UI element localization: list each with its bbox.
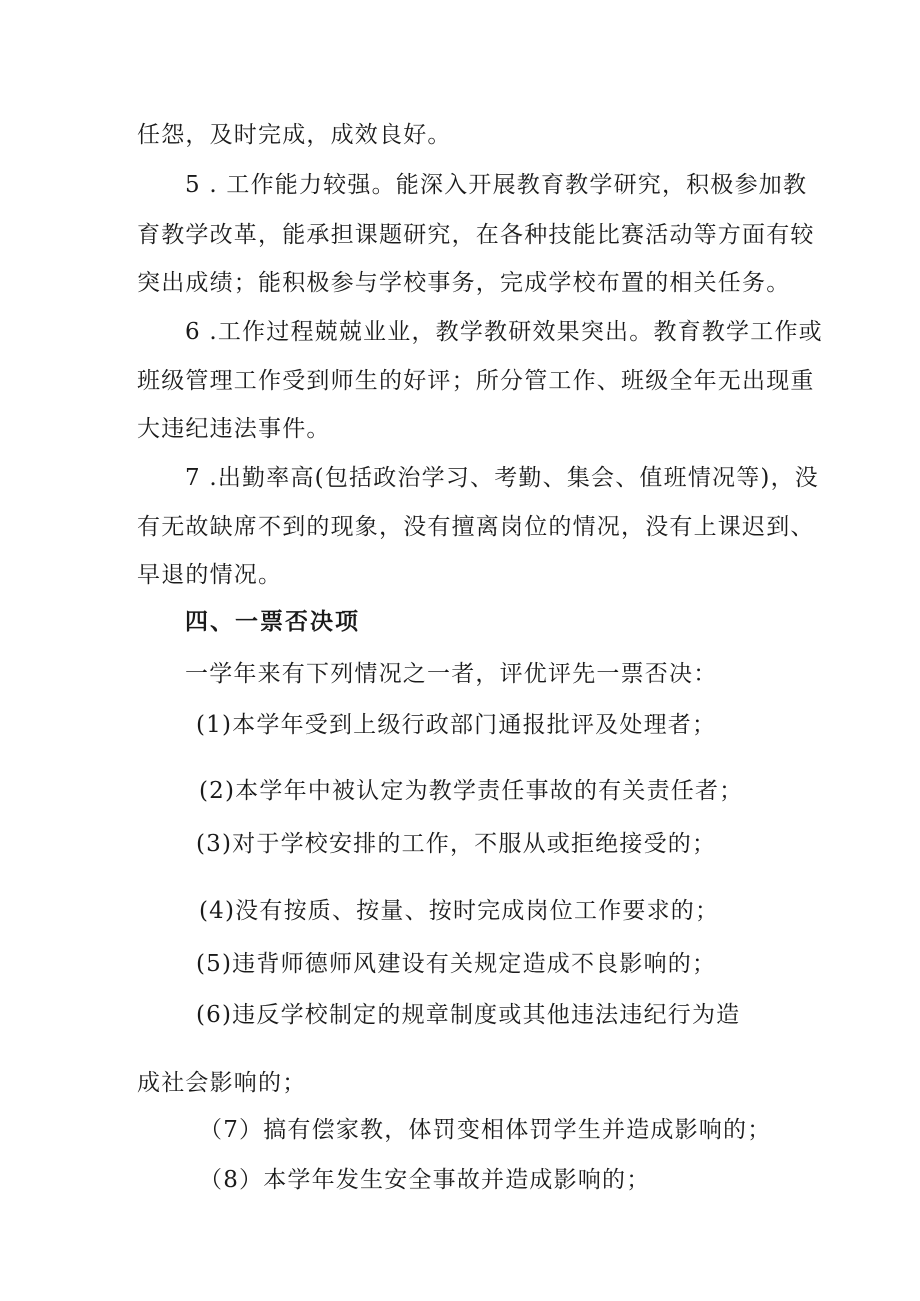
- paragraph-line: 6 .工作过程兢兢业业，教学教研效果突出。教育教学工作或: [185, 319, 823, 345]
- paragraph-line: 任怨，及时完成，成效良好。: [137, 122, 452, 148]
- paragraph-line: 早退的情况。: [137, 562, 283, 588]
- veto-item: (5)违背师德师风建设有关规定造成不良影响的；: [196, 951, 717, 977]
- veto-item: (6)违反学校制定的规章制度或其他违法违纪行为造: [196, 1002, 741, 1028]
- paragraph-line: 大违纪违法事件。: [137, 416, 331, 442]
- paragraph-line: 班级管理工作受到师生的好评；所分管工作、班级全年无出现重: [137, 368, 815, 394]
- veto-item: （7）搞有偿家教，体罚变相体罚学生并造成影响的；: [199, 1117, 772, 1143]
- veto-item: （8）本学年发生安全事故并造成影响的；: [199, 1167, 651, 1193]
- section-heading: 四、一票否决项: [185, 609, 360, 635]
- veto-item-continuation: 成社会影响的；: [137, 1070, 307, 1096]
- veto-item: (2)本学年中被认定为教学责任事故的有关责任者；: [199, 778, 744, 804]
- paragraph-line: 突出成绩；能积极参与学校事务，完成学校布置的相关任务。: [137, 270, 791, 296]
- paragraph-line: 5 . 工作能力较强。能深入开展教育教学研究，积极参加教: [185, 172, 808, 198]
- veto-item: (1)本学年受到上级行政部门通报批评及处理者；: [196, 712, 717, 738]
- paragraph-line: 有无故缺席不到的现象，没有擅离岗位的情况，没有上课迟到、: [137, 514, 815, 540]
- section-intro: 一学年来有下列情况之一者，评优评先一票否决：: [185, 661, 718, 687]
- paragraph-line: 育教学改革，能承担课题研究，在各种技能比赛活动等方面有较: [137, 222, 815, 248]
- paragraph-line: 7 .出勤率高(包括政治学习、考勤、集会、值班情况等)，没: [185, 465, 820, 491]
- veto-item: (3)对于学校安排的工作，不服从或拒绝接受的；: [196, 831, 717, 857]
- veto-item: (4)没有按质、按量、按时完成岗位工作要求的；: [199, 898, 720, 924]
